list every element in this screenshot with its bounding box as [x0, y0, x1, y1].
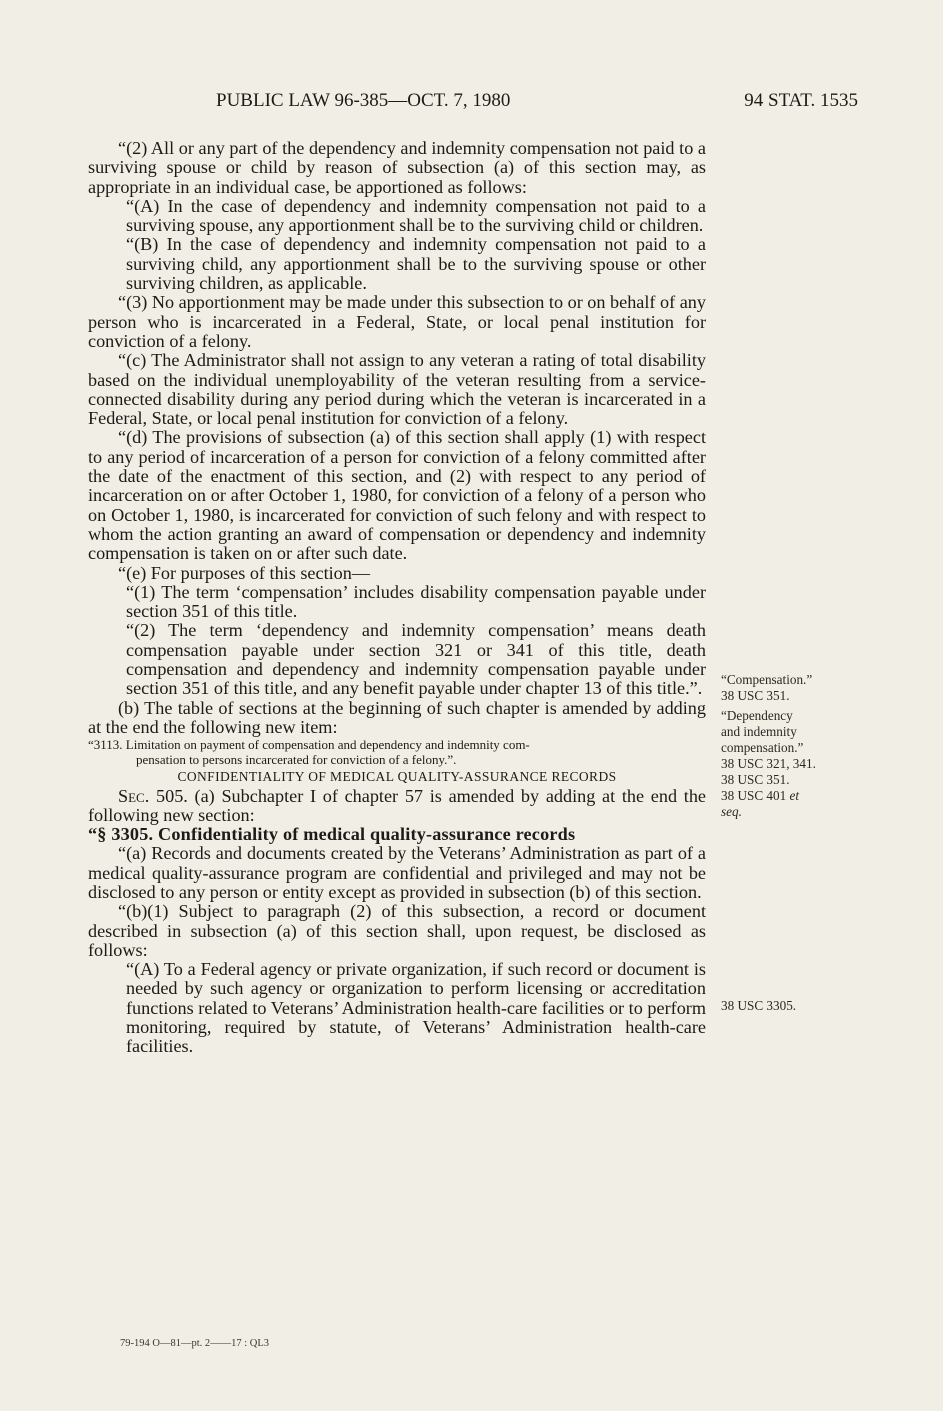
note-usc-351: 38 USC 351.: [721, 688, 790, 703]
note-usc-401: [721, 788, 861, 804]
section-3305-b1-A: “(A) To a Federal agency or private organization, if such record or document is needed by such agency or organization to perform licensing or accreditation functions related to Veterans’ Administration health-care facilities or to perform monitoring, required by statute, of Veterans’ Administration health-care facilities.: [126, 959, 706, 1057]
section-3305-title: “§ 3305. Confidentiality of medical quality-assurance records: [88, 824, 576, 845]
sec-label: Sec.: [118, 785, 150, 806]
note-and-indemnity: and indemnity: [721, 724, 797, 739]
subsection-b-table: (b) The table of sections at the beginning of such chapter is amended by adding at the end the following new item:: [88, 697, 706, 737]
note-dependency: “Dependency: [721, 708, 793, 723]
subsection-e: “(e) For purposes of this section—: [118, 562, 371, 583]
header-stat-page: 94 STAT. 1535: [744, 90, 858, 111]
section-3305-b1: “(b)(1) Subject to paragraph (2) of this subsection, a record or document described in subsection (a) of this section shall, upon request, be disclosed as follows:: [88, 901, 706, 960]
paragraph-2: “(2) All or any part of the dependency and indemnity compensation not paid to a surviving spouse or child by reason of subsection (a) of this section may, as appropriate in an individual case, be apportioned as follows:: [88, 138, 706, 197]
paragraph-3: “(3) No apportionment may be made under this subsection to or on behalf of any person who is incarcerated in a Federal, State, or local penal institution for conviction of a felony.: [88, 292, 706, 351]
note-seq: seq.: [721, 804, 742, 819]
paragraph-2A-text: “(A) In the case of dependency and indemnity compensation not paid to a surviving spouse, any apportionment shall be to the surviving child or children.: [126, 195, 706, 236]
section-3305-a: “(a) Records and documents created by the Veterans’ Administration as part of a medical quality-assurance program are confidential and privileged and may not be disclosed to any person or entity except as provided in subsection (b) of this section.: [88, 843, 706, 902]
note-usc-401-text: 38 USC 401: [721, 788, 787, 803]
subsection-d: “(d) The provisions of subsection (a) of this section shall apply (1) with respect to any period of incarceration of a person for conviction of a felony committed after the date of the enactment of this section, and (2) with respect to any period of incarceration on or after October 1, 1980, for conviction of a felony of a person who on October 1, 1980, is incarcerated for conviction of such felony and with respect to whom the action granting an award of compensation or dependency and indemnity compensation is taken on or after such date.: [88, 427, 706, 564]
note-et: et: [789, 788, 800, 803]
header-public-law: PUBLIC LAW 96-385—OCT. 7, 1980: [216, 90, 511, 111]
paragraph-2A: [88, 197, 706, 236]
table-of-sections-item: [88, 737, 706, 767]
note-compensation-2: compensation.”: [721, 740, 804, 755]
toc-line-2: pensation to persons incarcerated for conviction of a felony.”.: [136, 752, 457, 768]
subsection-c: “(c) The Administrator shall not assign to any veteran a rating of total disability based on the individual unemployability of the veteran resulting from a service-connected disability during any period during which the veteran is incarcerated in a Federal, State, or local penal institution for conviction of a felony.: [88, 350, 706, 429]
note-usc-351-b: 38 USC 351.: [721, 772, 790, 787]
paragraph-2B: [88, 235, 706, 293]
note-usc-3305: 38 USC 3305.: [721, 998, 797, 1013]
note-usc-321-341: 38 USC 321, 341.: [721, 756, 816, 771]
toc-line-1: “3113. Limitation on payment of compensation and dependency and indemnity com-: [88, 737, 530, 753]
margin-notes: [721, 672, 861, 1013]
note-compensation: “Compensation.”: [721, 672, 813, 687]
subsection-e-1: “(1) The term ‘compensation’ includes disability compensation payable under section 351 of this title.: [126, 581, 706, 622]
page-body: [88, 139, 706, 1057]
section-505-text: 505. (a) Subchapter I of chapter 57 is amended by adding at the end the following new section:: [88, 785, 707, 825]
paragraph-2B-text: “(B) In the case of dependency and indemnity compensation not paid to a surviving child, any apportionment shall be to the surviving spouse or other surviving children, as applicable.: [126, 234, 706, 294]
section-505: [88, 787, 706, 826]
page-header: [88, 90, 858, 120]
page-footer: 79-194 O—81—pt. 2——17 : QL3: [120, 1338, 270, 1349]
section-heading: CONFIDENTIALITY OF MEDICAL QUALITY-ASSURANCE RECORDS: [177, 769, 617, 785]
subsection-e-2: “(2) The term ‘dependency and indemnity compensation’ means death compensation payable under section 321 or 341 of this title, death compensation and dependency and indemnity compensation payable under section 351 of this title, and any benefit payable under chapter 13 of this title.”.: [126, 620, 706, 699]
